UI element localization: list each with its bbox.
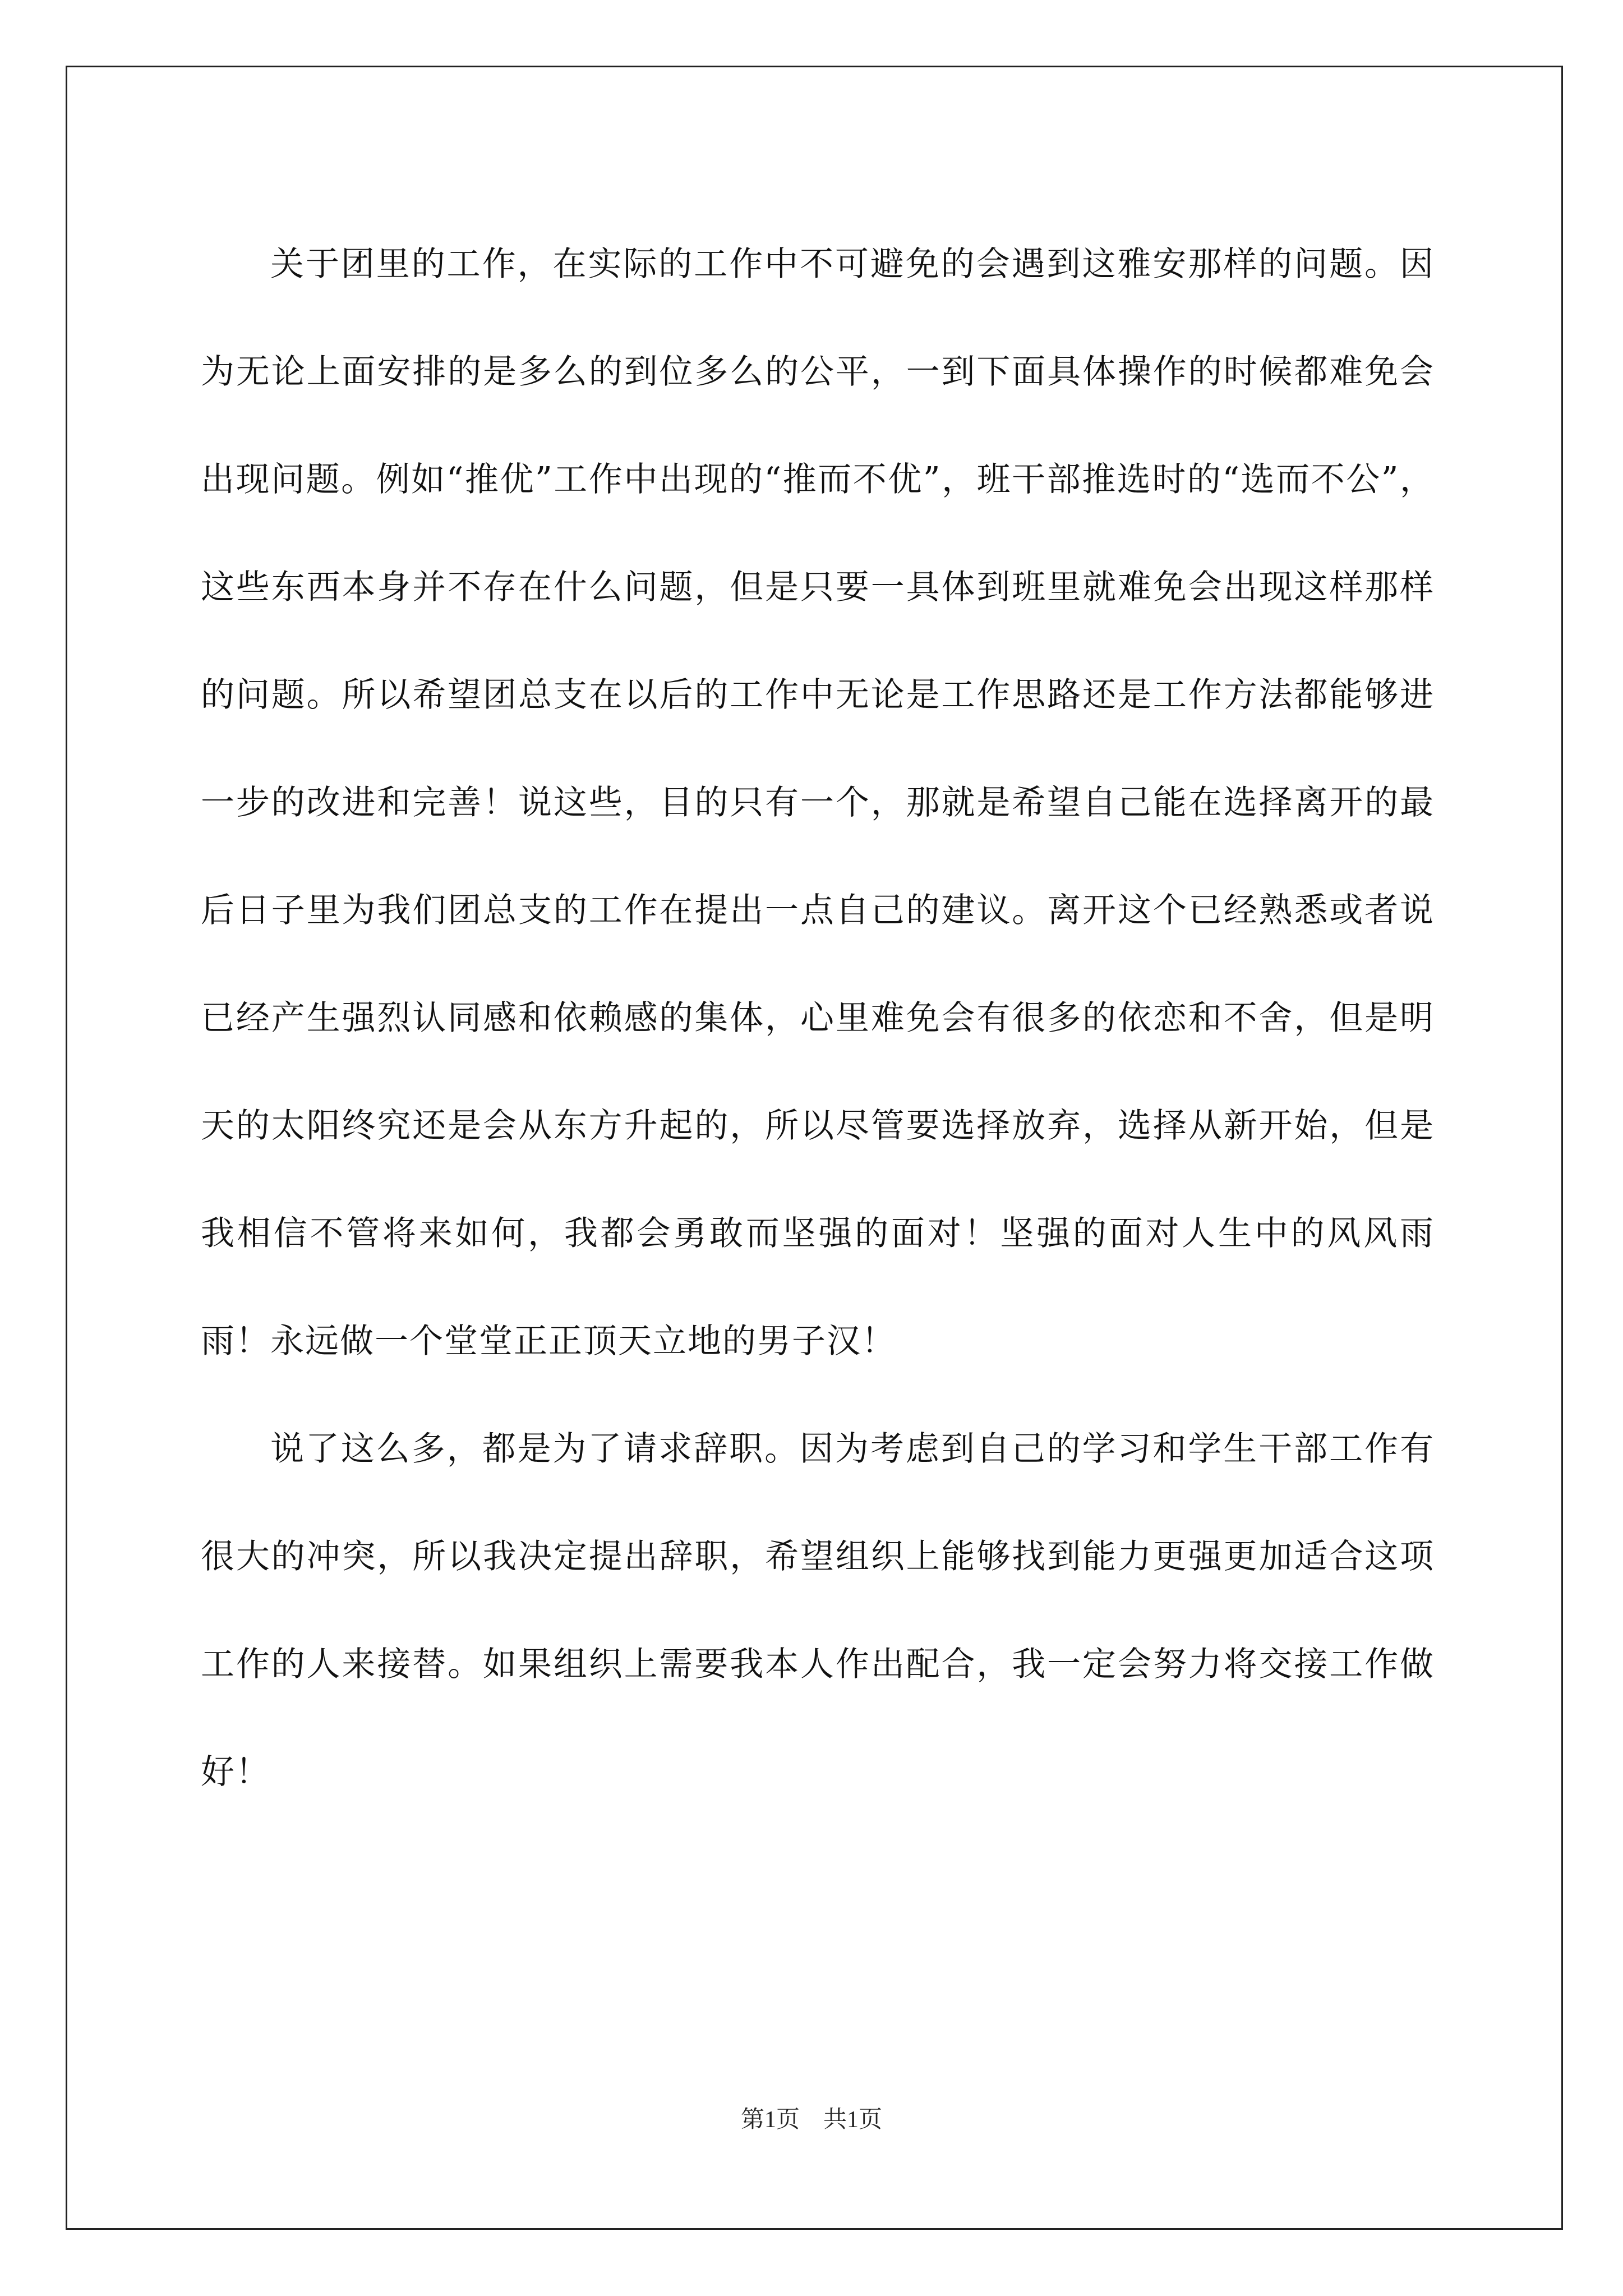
paragraph-1: 关于团里的工作，在实际的工作中不可避免的会遇到这雅安那样的问题。因为无论上面安排的是多么的到位多么的公平，一到下面具体操作的时候都难免会出现问题。例如“推优”工作中出现的“推而不优”，班干部推选时的“选而不公”，这些东西本身并不存在什么问题，但是只要一具体到班里就难免会出现这样那样的问题。所以希望团总支在以后的工作中无论是工作思路还是工作方法都能够进一步的改进和完善！说这些，目的只有一个，那就是希望自己能在选择离开的最后日子里为我们团总支的工作在提出一点自己的建议。离开这个已经熟悉或者说已经产生强烈认同感和依赖感的集体，心里难免会有很多的依恋和不舍，但是明天的太阳终究还是会从东方升起的，所以尽管要选择放弃，选择从新开始，但是我相信不管将来如何，我都会勇敢而坚强的面对！坚强的面对人生中的风风雨雨！永远做一个堂堂正正顶天立地的男子汉！	[201, 245, 1435, 1361]
page-footer	[0, 2101, 1623, 2134]
document-body	[201, 210, 1435, 1826]
paragraph-2: 说了这么多，都是为了请求辞职。因为考虑到自己的学习和学生干部工作有很大的冲突，所以我决定提出辞职，希望组织上能够找到能力更强更加适合这项工作的人来接替。如果组织上需要我本人作出配合，我一定会努力将交接工作做好！	[201, 1429, 1435, 1792]
page-number: 第1页 共1页	[740, 2107, 882, 2133]
